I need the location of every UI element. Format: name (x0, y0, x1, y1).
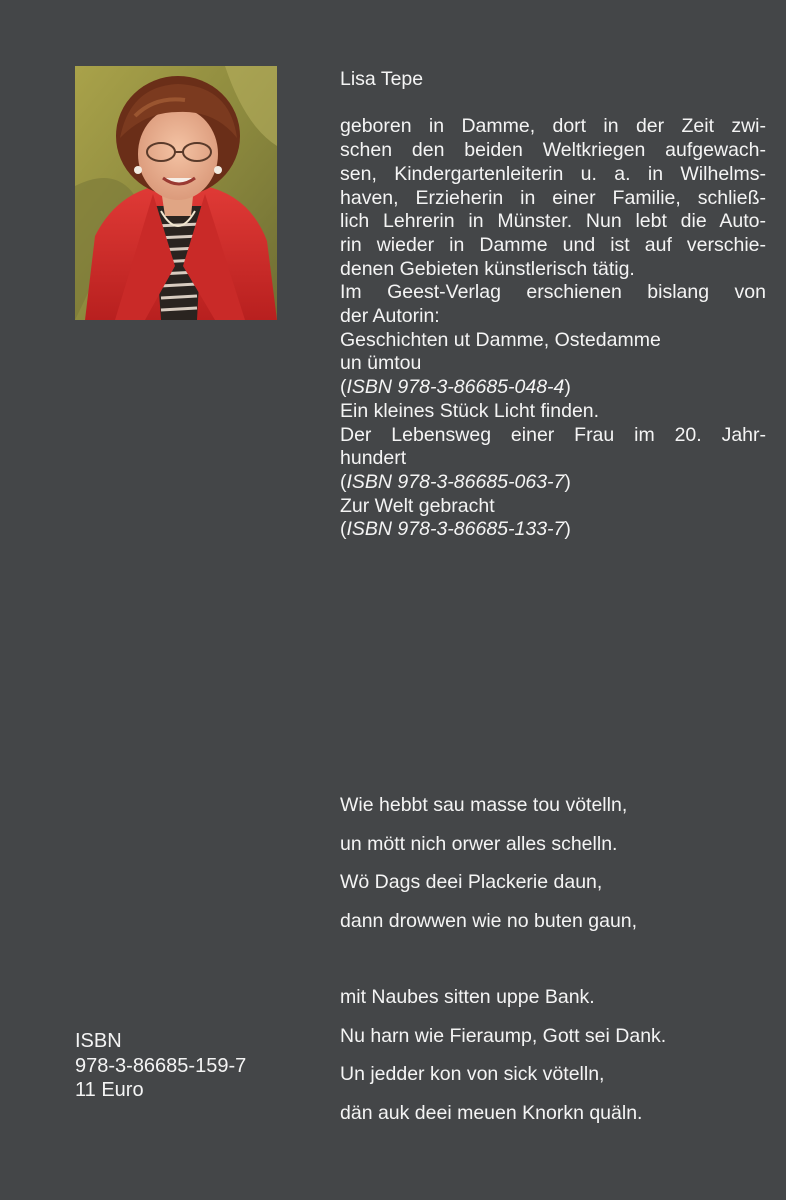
poem-line: dann drowwen wie no buten gaun, (340, 909, 638, 932)
price: 11 Euro (75, 1079, 144, 1101)
poem-line: un mött nich orwer alles schelln. (340, 832, 618, 855)
poem (340, 786, 766, 1132)
isbn-number: 978-3-86685-159-7 (75, 1054, 247, 1077)
isbn-label: ISBN (75, 1030, 122, 1052)
author-name: Lisa Tepe (340, 68, 424, 90)
poem-line: mit Naubes sitten uppe Bank. (340, 986, 595, 1008)
bio-line: schen den beiden Weltkriegen aufgewach- (340, 139, 766, 162)
bio-line: Im Geest-Verlag erschienen bislang von (340, 281, 766, 304)
isbn-price-block (75, 1029, 246, 1103)
book-title: Zur Welt gebracht (340, 494, 495, 517)
poem-line: Wö Dags deei Plackerie daun, (340, 871, 603, 893)
poem-line: dän auk deei meuen Knorkn quäln. (340, 1101, 643, 1124)
book-title: Geschichten ut Damme, Ostedamme (340, 328, 661, 351)
poem-line: Un jedder kon von sick vötelln, (340, 1063, 605, 1085)
bio-line: rin wieder in Damme und ist auf verschie- (340, 233, 766, 256)
stanza-gap (340, 940, 766, 978)
book-title: Ein kleines Stück Licht finden. (340, 399, 600, 422)
bio-line: lich Lehrerin in Münster. Nun lebt die Auto- (340, 210, 766, 233)
poem-line: Wie hebbt sau masse tou vötelln, (340, 794, 628, 816)
author-photo (75, 66, 277, 320)
book-isbn: (ISBN 978-3-86685-133-7) (340, 518, 571, 541)
bio-line: haven, Erzieherin in einer Familie, schließ- (340, 186, 766, 209)
poem-line: Nu harn wie Fieraump, Gott sei Dank. (340, 1024, 667, 1047)
book-title: hundert (340, 447, 407, 470)
bio-line: sen, Kindergartenleiterin u. a. in Wilhelms- (340, 162, 766, 185)
book-title: un ümtou (340, 352, 422, 375)
author-bio (340, 68, 766, 542)
bio-line: denen Gebieten künstlerisch tätig. (340, 257, 635, 280)
book-title: Der Lebensweg einer Frau im 20. Jahr- (340, 423, 766, 446)
book-isbn: (ISBN 978-3-86685-048-4) (340, 376, 571, 399)
bio-line: der Autorin: (340, 305, 440, 328)
bio-line: geboren in Damme, dort in der Zeit zwi- (340, 115, 766, 138)
book-isbn: (ISBN 978-3-86685-063-7) (340, 470, 571, 493)
